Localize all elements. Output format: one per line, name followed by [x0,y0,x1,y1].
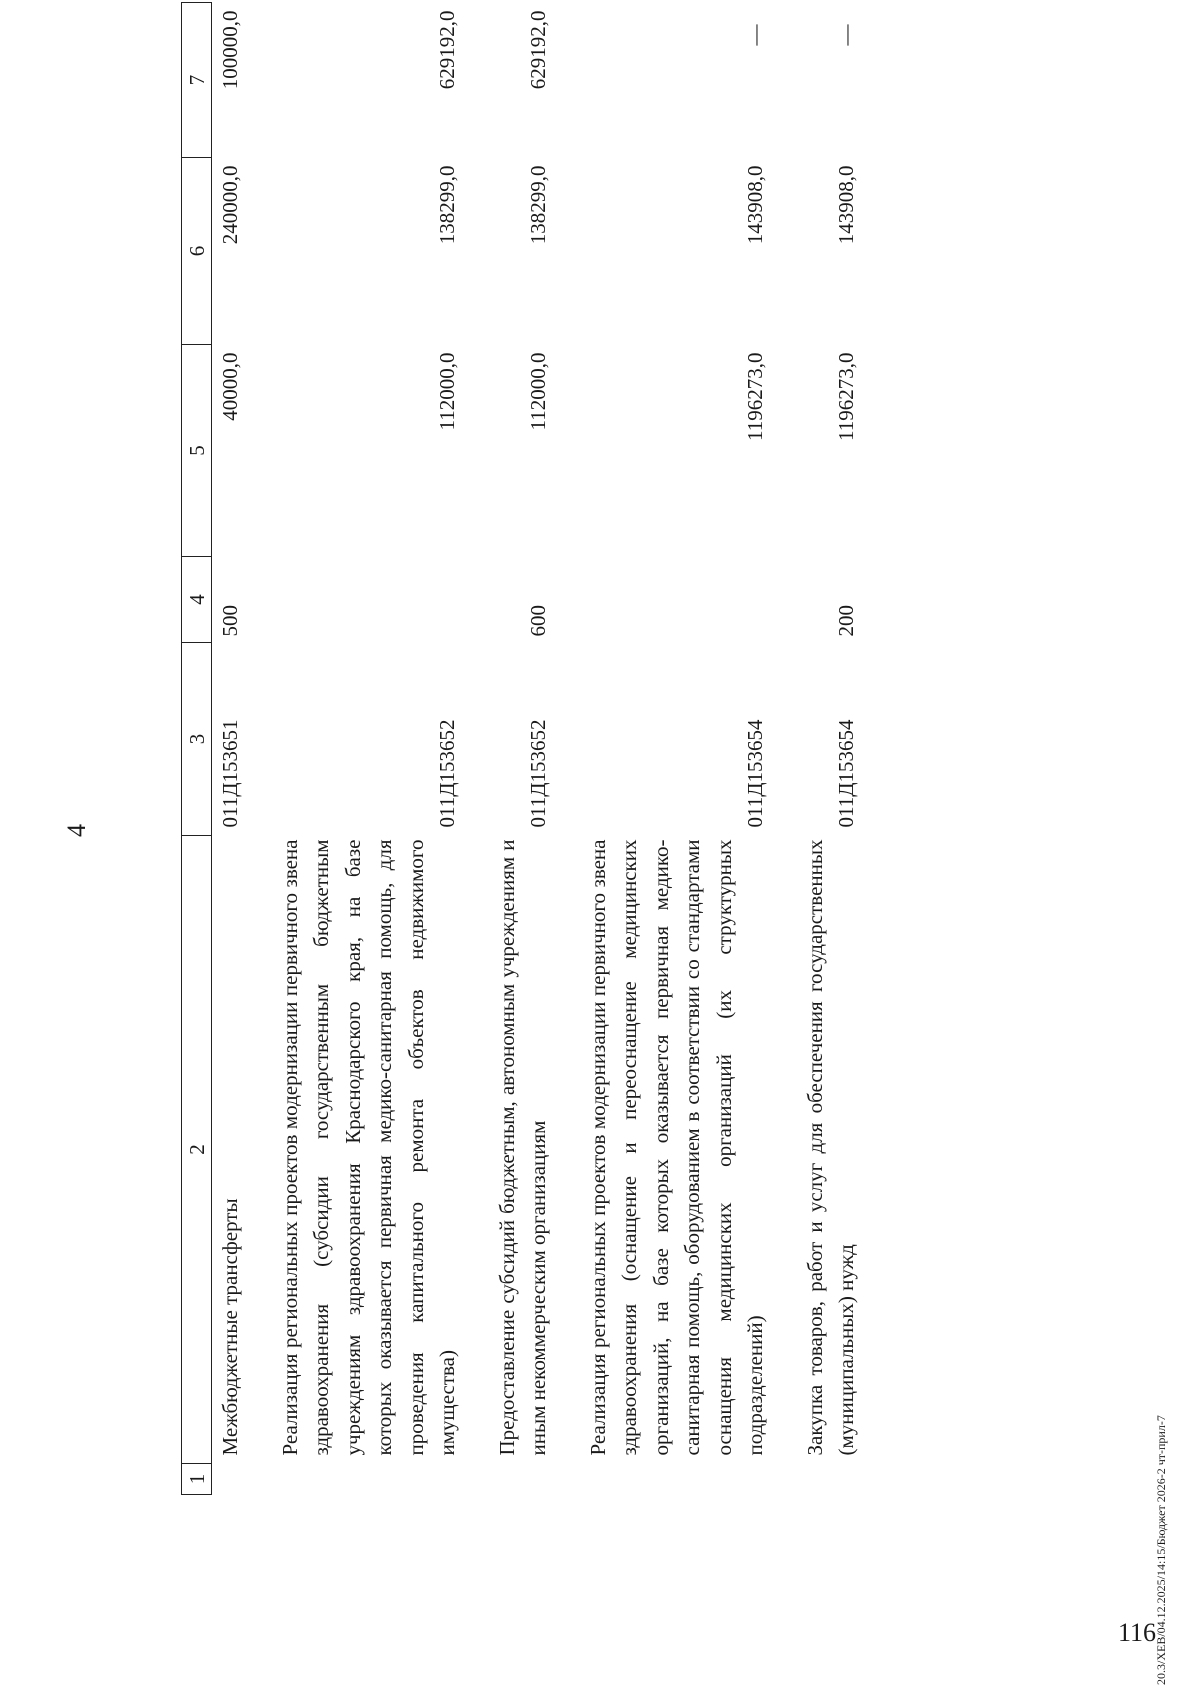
row-value-col6: 138299,0 [435,165,459,245]
page-number-header: 4 [62,824,91,837]
header-col-1: 1 [182,1464,212,1495]
table-row [800,3,863,1495]
header-col-7: 7 [182,3,212,158]
row-spacer [464,3,492,1495]
row-name-cell: Межбюджетные трансферты [218,1198,242,1456]
row-number-cell [800,1464,863,1495]
table-row [583,3,772,1495]
row-value-col7: 629192,0 [435,10,459,90]
table-row [275,3,464,1495]
row-value-col6: 138299,0 [526,165,550,245]
header-col-6: 6 [182,158,212,345]
row-value-col5: 1196273,0 [743,352,767,441]
row-number-cell [212,1464,247,1495]
budget-table [181,2,863,1495]
row-code-cell: 011Д153654 [743,719,767,828]
row-value-col5: 1196273,0 [834,352,858,441]
row-number-cell [492,1464,555,1495]
row-value-col7-dash: — [743,24,767,46]
row-value-col5: 112000,0 [435,352,459,431]
row-spacer [247,3,275,1495]
header-col-3: 3 [182,643,212,836]
header-col-5: 5 [182,345,212,557]
row-number-cell [583,1464,772,1495]
footer-document-code: 20.3/ХЕВ/04.12.2025/14:15/Бюджет 2026-2 чт-прил-7 [1154,1415,1168,1685]
row-name-cell: Закупка товаров, работ и услуг для обеспечения государственных (муниципальных) нужд [802,839,858,1456]
row-value-col6: 143908,0 [743,165,767,245]
row-value-col6: 143908,0 [834,165,858,245]
row-code-cell: 011Д153652 [526,719,550,828]
row-type-cell: 600 [526,605,550,637]
row-spacer [555,3,583,1495]
row-code-cell: 011Д153651 [218,719,242,828]
row-value-col5: 40000,0 [218,352,242,421]
page-number-footer: 116 [1118,1618,1157,1647]
header-col-2: 2 [182,836,212,1464]
row-spacer [772,3,800,1495]
row-value-col7-dash: — [834,24,858,46]
row-type-cell [275,557,464,643]
header-col-4: 4 [182,557,212,643]
row-name-cell: Предоставление субсидий бюджетным, автономным учреждениям и иным некоммерческим организациям [494,839,550,1456]
row-value-col7: 629192,0 [526,10,550,90]
row-type-cell: 500 [218,605,242,637]
row-code-cell: 011Д153652 [435,719,459,828]
row-number-cell [275,1464,464,1495]
row-value-col5: 112000,0 [526,352,550,431]
row-type-cell [583,557,772,643]
table-row [492,3,555,1495]
row-type-cell: 200 [834,605,858,637]
row-name-cell: Реализация региональных проектов модернизации первичного звена здравоохранения (оснащение и переоснащение медицинских организаций, на базе которых оказывается первичная медико-санитарная помощь, оборудованием в соответствии со стандартами оснащения медицинских организаций (их структурных подразделений) [585,839,767,1456]
row-name-cell: Реализация региональных проектов модернизации первичного звена здравоохранения (субсидии государственным бюджетным учреждениям здравоохранения Краснодарского края, на базе которых оказывается первичная медико-санитарная помощь, для проведения капитального ремонта объектов недвижимого имущества) [277,839,459,1456]
table-header-row [182,3,212,1495]
row-value-col6: 240000,0 [218,165,242,245]
row-code-cell: 011Д153654 [834,719,858,828]
table-row [212,3,247,1495]
row-value-col7: 100000,0 [218,10,242,90]
